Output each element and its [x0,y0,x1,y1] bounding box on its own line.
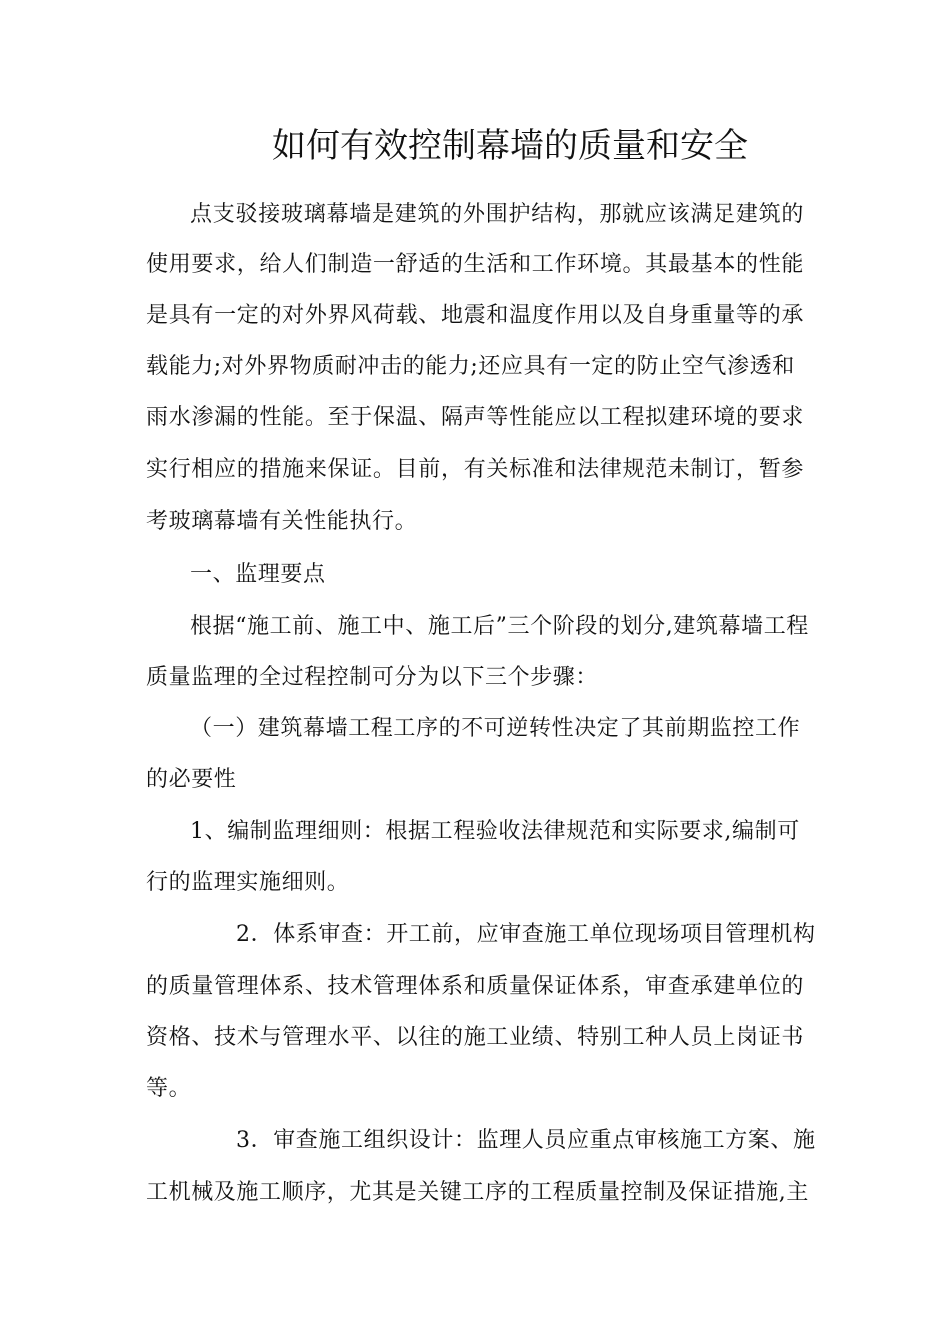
subsection-heading-continued: 的必要性 [146,767,237,792]
list-item: 3．审查施工组织设计：监理人员应重点审核施工方案、施 [236,1128,816,1153]
paragraph-line: 点支驳接玻璃幕墙是建筑的外围护结构，那就应该满足建筑的 [190,202,804,227]
list-item-continued: 资格、技术与管理水平、以往的施工业绩、特别工种人员上岗证书 [146,1025,804,1050]
list-item: 2．体系审查：开工前，应审查施工单位现场项目管理机构 [236,922,816,947]
paragraph-line: 实行相应的措施来保证。目前，有关标准和法律规范未制订，暂参 [146,457,804,482]
list-item-continued: 工机械及施工顺序，尤其是关键工序的工程质量控制及保证措施,主 [146,1180,809,1205]
list-item-continued: 等。 [146,1076,192,1101]
section-heading: 一、监理要点 [190,562,326,587]
list-item-continued: 的质量管理体系、技术管理体系和质量保证体系，审查承建单位的 [146,974,804,999]
subsection-heading: （一）建筑幕墙工程工序的不可逆转性决定了其前期监控工作 [190,716,801,741]
paragraph-line: 是具有一定的对外界风荷载、地震和温度作用以及自身重量等的承 [146,303,804,328]
paragraph-line: 载能力;对外界物质耐冲击的能力;还应具有一定的防止空气渗透和 [146,354,795,379]
list-item-continued: 行的监理实施细则。 [146,870,350,895]
paragraph-line: 雨水渗漏的性能。至于保温、隔声等性能应以工程拟建环境的要求 [146,405,804,430]
paragraph-line: 质量监理的全过程控制可分为以下三个步骤： [146,665,599,690]
paragraph-line: 考玻璃幕墙有关性能执行。 [146,509,418,534]
paragraph-line: 使用要求，给人们制造一舒适的生活和工作环境。其最基本的性能 [146,252,804,277]
paragraph-line: 根据“施工前、施工中、施工后”三个阶段的划分,建筑幕墙工程 [190,614,809,639]
list-item: 1、编制监理细则：根据工程验收法律规范和实际要求,编制可 [190,819,800,844]
document-title: 如何有效控制幕墙的质量和安全 [272,126,748,166]
